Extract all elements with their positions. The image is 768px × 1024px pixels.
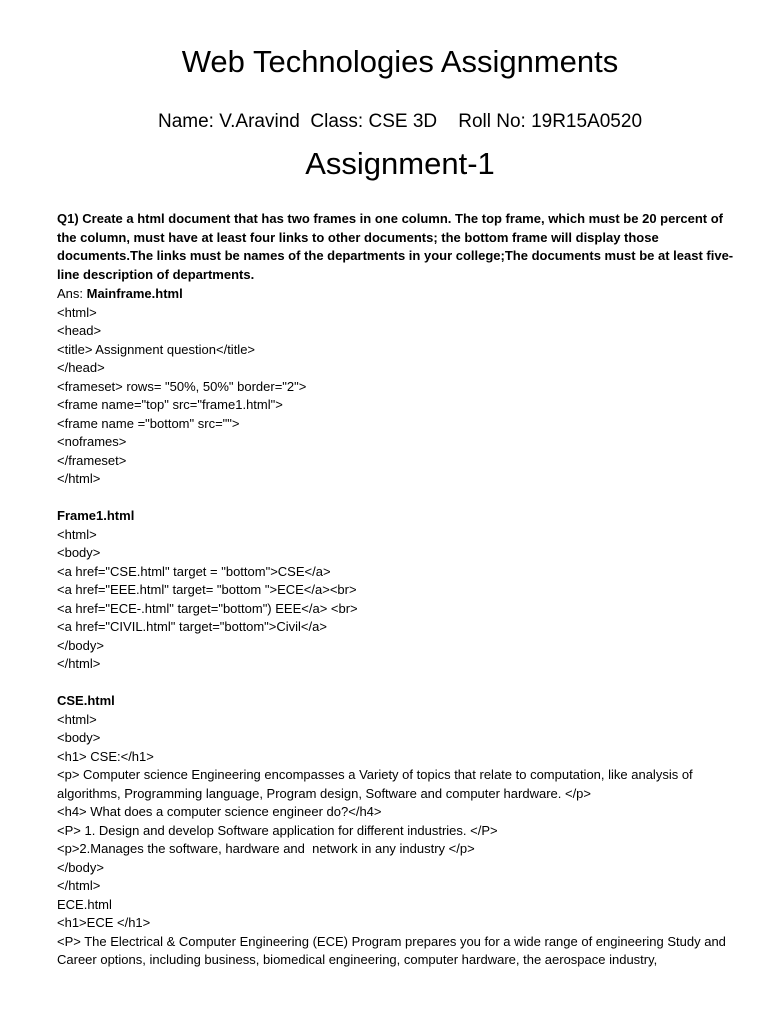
answer-body [57, 285, 747, 970]
student-info: Name: V.Aravind Class: CSE 3D Roll No: 19R15A0520 [157, 111, 643, 132]
spacer [57, 674, 747, 693]
spacer [57, 489, 747, 508]
code-line: </html> [57, 656, 101, 671]
question-text: Q1) Create a html document that has two frames in one column. The top frame, which must be 20 percent of the column, must have at least four links to other documents; the bottom frame will display those documents.The links must be names of the departments in your college;The documents must be at least five-line description of departments. [57, 211, 734, 282]
code-line: ECE.html [57, 896, 112, 912]
answer-prefix: Ans: [57, 286, 87, 301]
code-line: <frame name="top" src="frame1.html"> [57, 397, 283, 412]
code-line: </body> [57, 859, 104, 875]
code-line: <a href="EEE.html" target= "bottom ">ECE</a><br> [57, 582, 357, 597]
code-line: </frameset> [57, 452, 127, 468]
code-line: </html> [57, 471, 101, 486]
answer-heading-line [57, 285, 747, 304]
mainframe-code [57, 304, 747, 489]
code-line: <html> [57, 304, 97, 320]
code-line: </html> [57, 878, 101, 893]
code-line: <head> [57, 323, 102, 338]
code-line: </body> [57, 637, 104, 653]
code-line: <h4> What does a computer science engineer do?</h4> [57, 804, 382, 819]
code-line: <html> [57, 711, 97, 727]
frame1-code [57, 526, 747, 674]
code-line: <noframes> [57, 434, 127, 449]
code-line: <h1> CSE:</h1> [57, 748, 154, 764]
code-line: <frameset> rows= "50%, 50%" border="2"> [57, 378, 307, 394]
code-line: <a href="ECE-.html" target="bottom") EEE</a> <br> [57, 600, 358, 616]
assignment-heading: Assignment-1 [305, 146, 495, 181]
code-line: <title> Assignment question</title> [57, 341, 256, 357]
code-line: <body> [57, 545, 101, 560]
code-line: </head> [57, 360, 105, 375]
code-line: <P> The Electrical & Computer Engineering (ECE) Program prepares you for a wide range of engineering Study and Career options, including business, biomedical engineering, computer hardware, the aerospace industry, [57, 933, 726, 967]
code-line: <p>2.Manages the software, hardware and network in any industry </p> [57, 841, 475, 856]
document-title: Web Technologies Assignments [181, 44, 619, 79]
frame1-filename: Frame1.html [57, 508, 135, 523]
code-line: <p> Computer science Engineering encompasses a Variety of topics that relate to computation, like analysis of algorithms, Programming language, Program design, Software and computer hardware. </p> [57, 767, 693, 801]
code-line: <html> [57, 526, 97, 542]
code-line: <h1>ECE </h1> [57, 915, 151, 930]
code-line: <a href="CIVIL.html" target="bottom">Civil</a> [57, 619, 327, 634]
cse-code [57, 711, 747, 970]
cse-filename: CSE.html [57, 693, 115, 708]
code-line: <body> [57, 730, 101, 745]
mainframe-filename: Mainframe.html [86, 286, 183, 301]
code-line: <a href="CSE.html" target = "bottom">CSE</a> [57, 563, 331, 579]
code-line: <frame name ="bottom" src=""> [57, 415, 240, 431]
code-line: <P> 1. Design and develop Software application for different industries. </P> [57, 822, 498, 838]
